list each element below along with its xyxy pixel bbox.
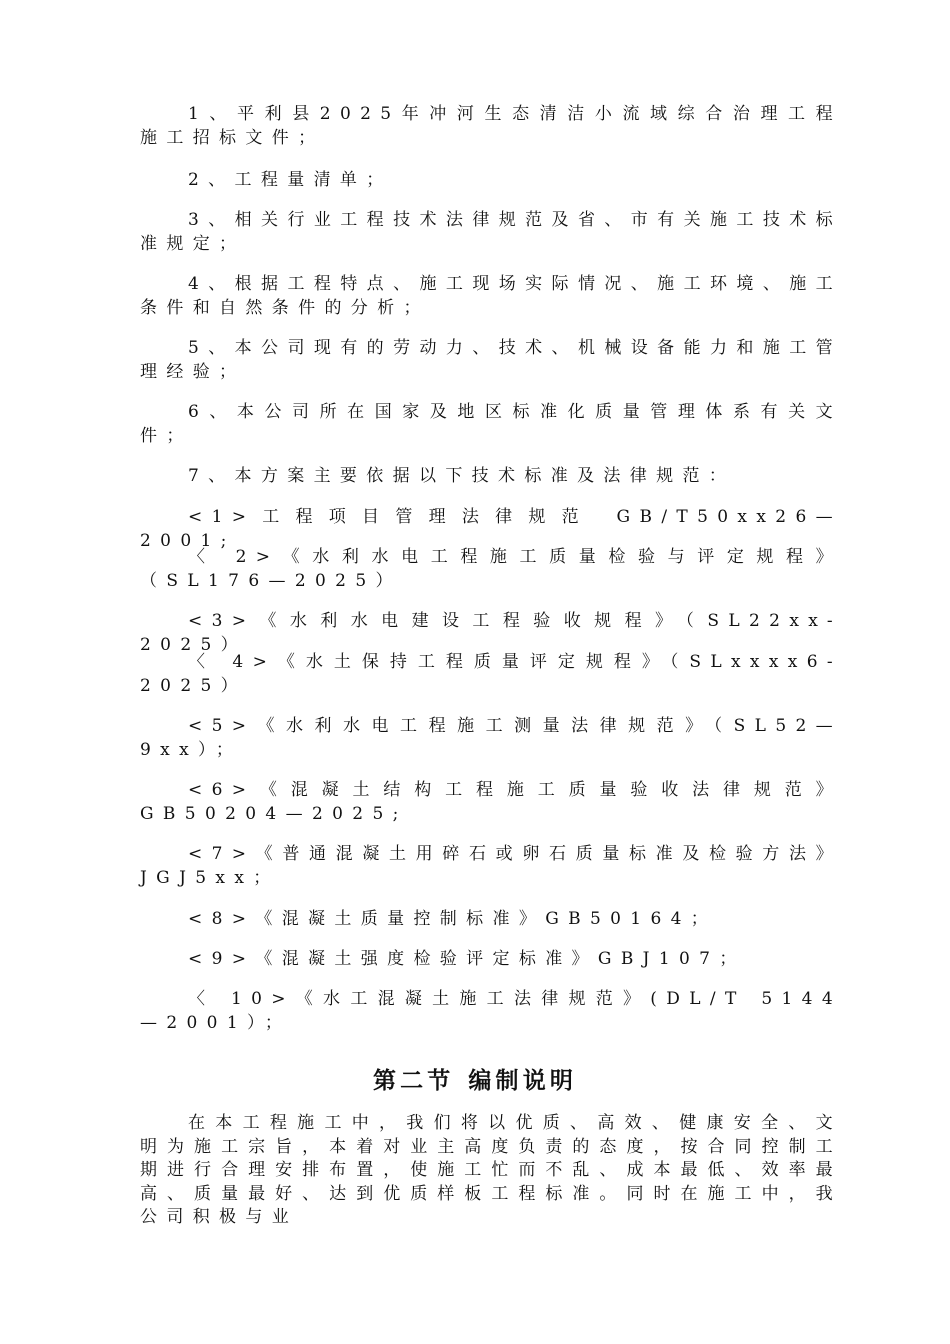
basis-item-5: 5、本公司现有的劳动力、技术、机械设备能力和施工管理经验； <box>140 338 842 382</box>
standard-item-5: <5>《水利水电工程施工测量法律规范》（SL52—9xx）； <box>140 716 842 760</box>
standard-item-3: <3>《水利水电建设工程验收规程》（SL22xx-2025） <box>140 611 842 655</box>
basis-item-4: 4、根据工程特点、施工现场实际情况、施工环境、施工条件和自然条件的分析； <box>140 274 842 318</box>
standard-item-8: <8>《混凝土质量控制标准》GB50164； <box>188 909 718 929</box>
body-paragraph: 在本工程施工中，我们将以优质、高效、健康安全、文明为施工宗旨，本着对业主高度负责的态度，按合同控制工期进行合理安排布置，使施工忙而不乱、成本最低、效率最高、质量最好、达到优质样板工程标准。同时在施工中，我公司积极与业 <box>140 1113 842 1227</box>
section-number: 第二节 <box>373 1068 455 1094</box>
standard-item-10: 〈 10>《水工混凝土施工法律规范》(DL/T 5144—2001）； <box>140 989 842 1033</box>
basis-item-3: 3、相关行业工程技术法律规范及省、市有关施工技术标准规定； <box>140 210 842 254</box>
basis-item-1: 1、平利县2025年冲河生态清洁小流域综合治理工程施工招标文件； <box>140 104 842 148</box>
section-title: 编制说明 <box>468 1068 577 1094</box>
standard-item-9: <9>《混凝土强度检验评定标准》GBJ107； <box>188 949 746 969</box>
basis-item-2: 2、工程量清单； <box>188 170 393 190</box>
basis-item-6: 6、本公司所在国家及地区标准化质量管理体系有关文件； <box>140 402 842 446</box>
standard-item-4: 〈 4>《水土保持工程质量评定规程》（SLxxxx6-2025） <box>140 652 842 696</box>
section-heading <box>0 1062 950 1095</box>
basis-item-7: 7、本方案主要依据以下技术标准及法律规范： <box>188 466 736 486</box>
standard-item-1: <1>工程项目管理法律规范 GB/T50xx26—2001; <box>140 507 842 551</box>
standard-item-7: <7>《普通混凝土用碎石或卵石质量标准及检验方法》JGJ5xx； <box>140 844 842 888</box>
standard-item-2: 〈 2>《水利水电工程施工质量检验与评定规程》（SL176—2025） <box>140 547 842 591</box>
standard-item-6: <6>《混凝土结构工程施工质量验收法律规范》GB50204—2025; <box>140 780 842 824</box>
